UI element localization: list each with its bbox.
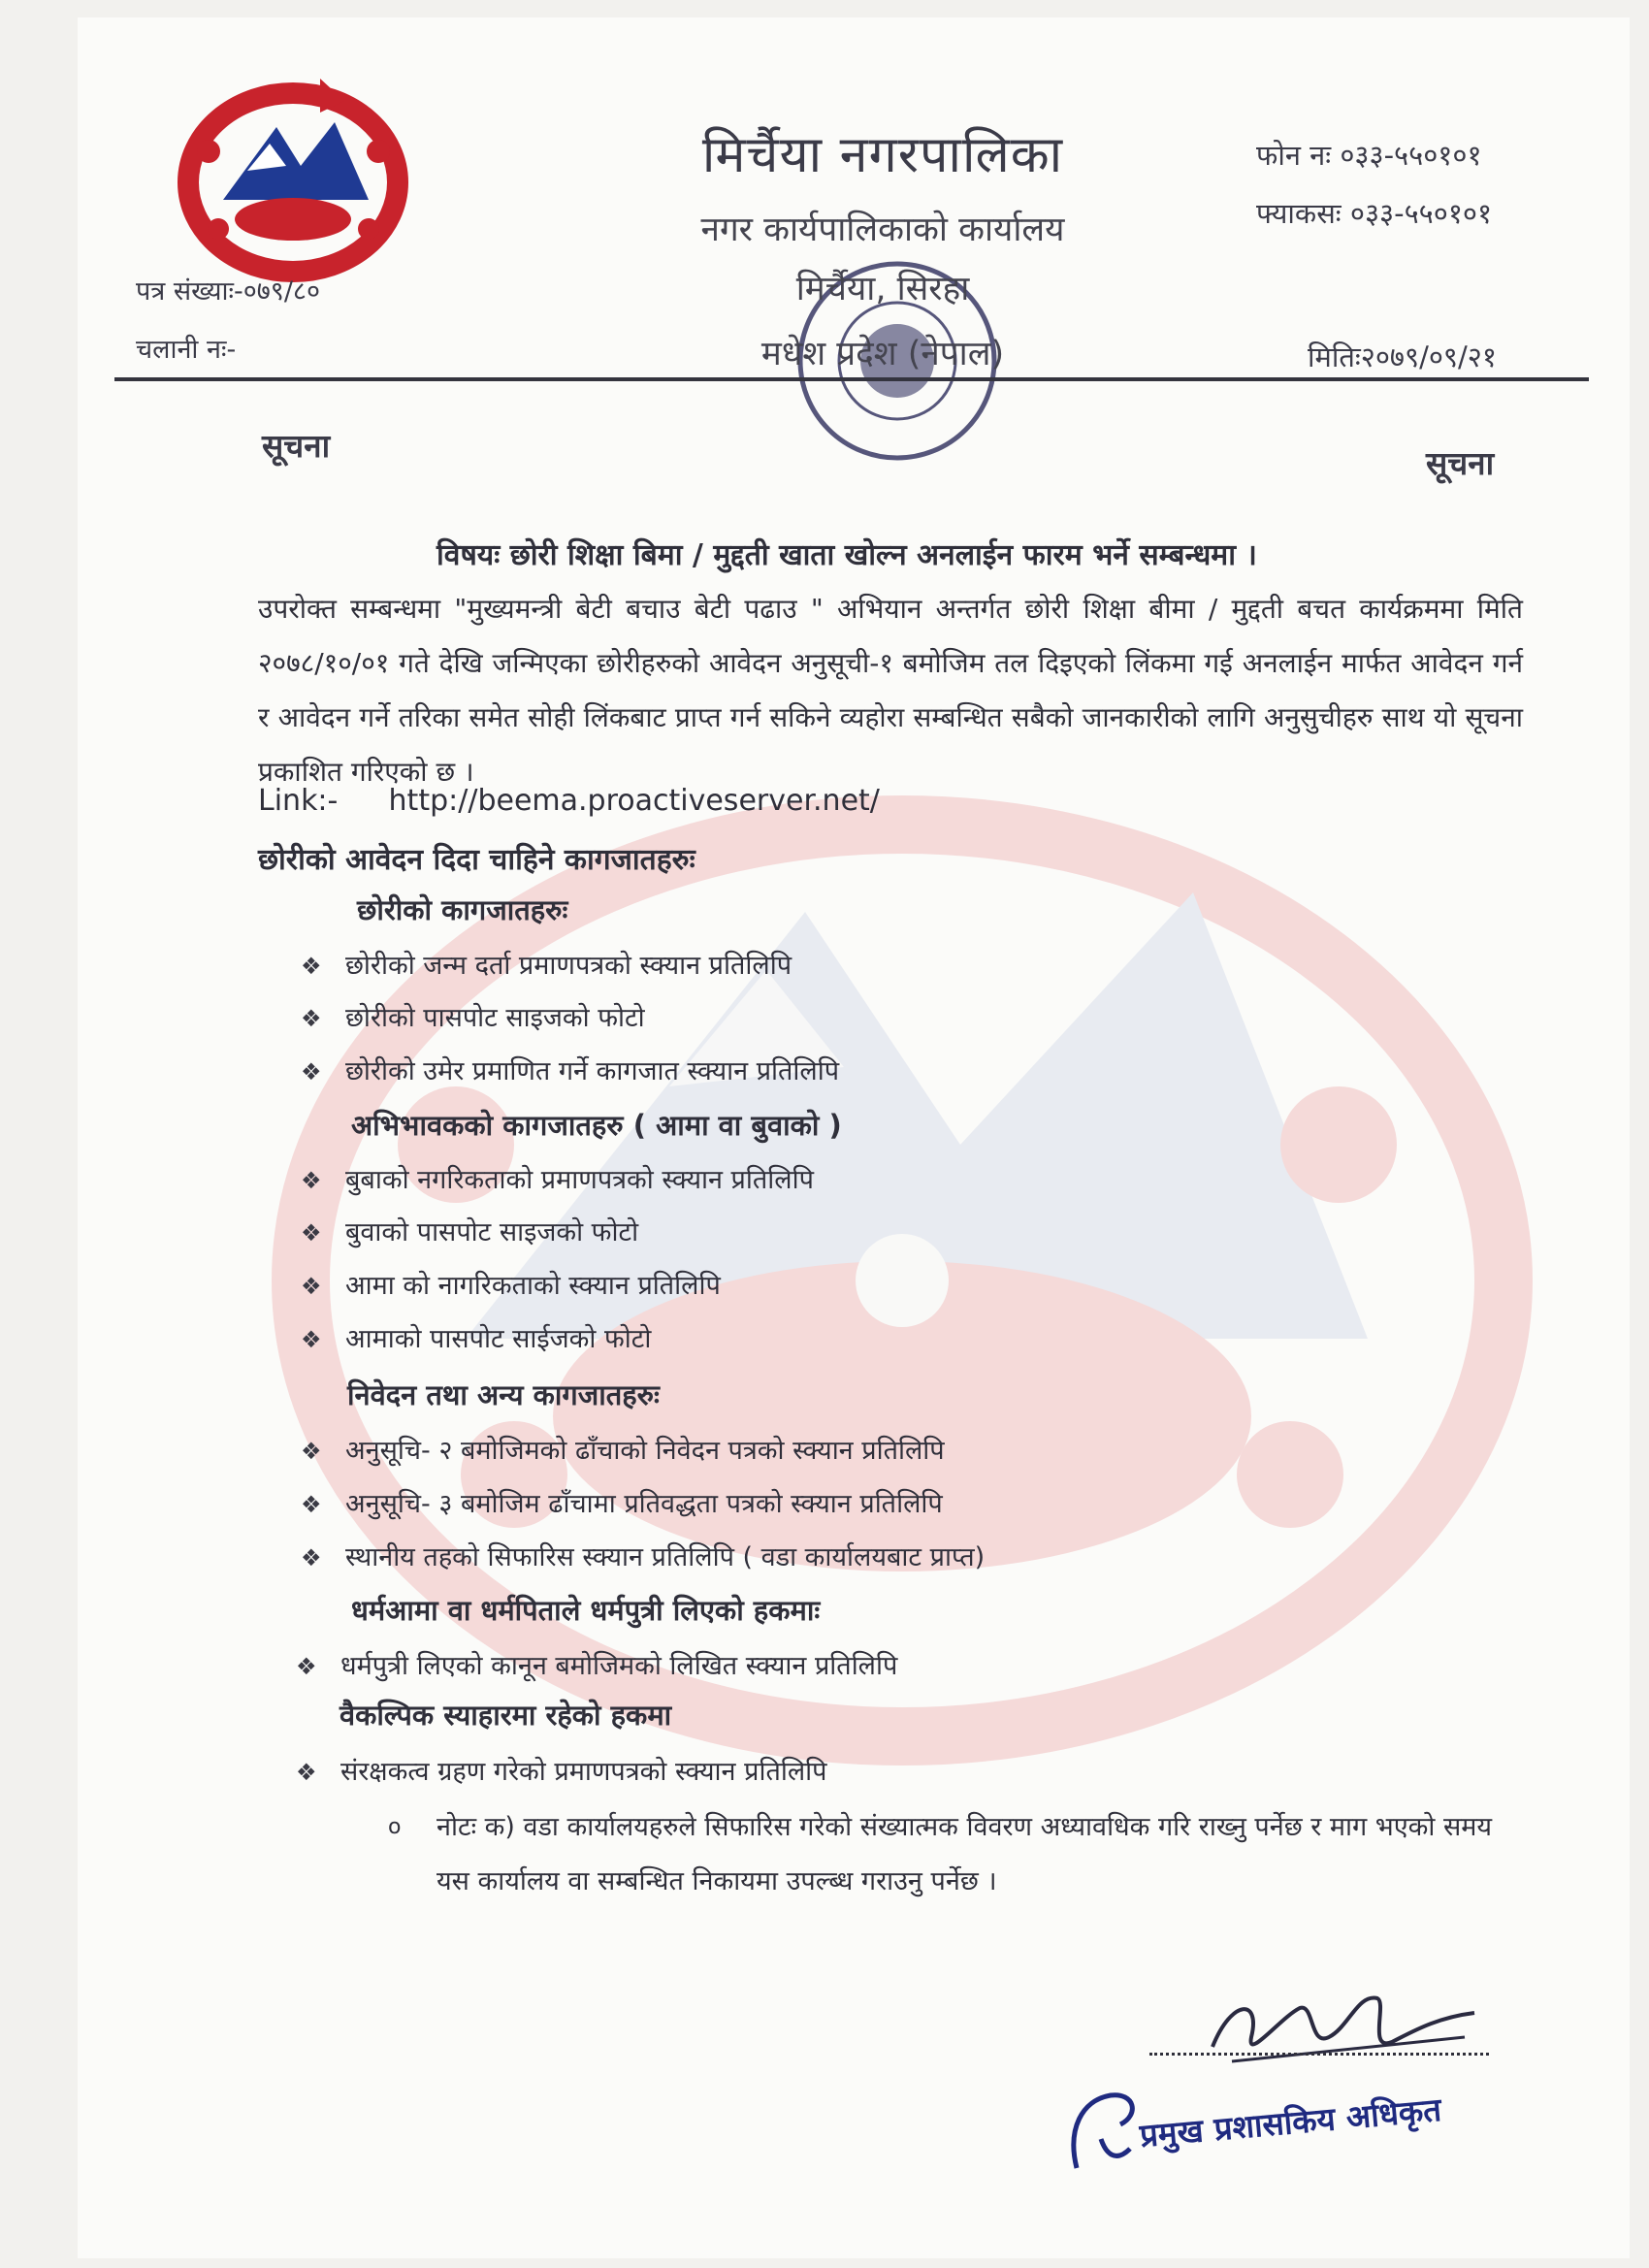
bullet-icon: ❖ [301,953,322,980]
list-item: ❖ बुबाको नगरिकताको प्रमाणपत्रको स्क्यान प्रतिलिपि [301,1165,814,1195]
fax-number: फ्याकसः ०३३-५५०१०१ [1256,197,1493,230]
notice-label-left: सूचना [262,427,331,465]
bullet-icon: ❖ [301,1005,322,1032]
daughter-documents-heading: छोरीको कागजातहरुः [357,893,568,926]
office-province: मधेश प्रदेश (नेपाल) [760,335,1005,373]
signature-line [1149,2049,1489,2056]
application-documents-heading: निवेदन तथा अन्य कागजातहरुः [347,1378,660,1411]
phone-number: फोन नः ०३३-५५०१०१ [1256,139,1482,172]
bullet-icon: ❖ [296,1759,317,1786]
adoption-documents-heading: धर्मआमा वा धर्मपिताले धर्मपुत्री लिएको हकमाः [351,1594,821,1627]
list-item: ❖ अनुसूचि- ३ बमोजिम ढाँचामा प्रतिवद्धता पत्रको स्क्यान प्रतिलिपि [301,1489,943,1519]
bullet-icon: ❖ [301,1544,322,1571]
link-row [258,784,880,818]
list-item: ❖ छोरीको जन्म दर्ता प्रमाणपत्रको स्क्यान प्रतिलिपि [301,951,792,981]
letter-date: मितिः२०७९/०९/२१ [1308,340,1497,373]
notice-label-right: सूचना [1426,444,1495,482]
alternative-care-heading: वैकल्पिक स्याहारमा रहेको हकमा [340,1699,672,1732]
link-label: Link:- [258,784,339,818]
list-item: ❖ बुवाको पासपोट साइजको फोटो [301,1217,639,1247]
header-divider [114,377,1589,381]
government-emblem [175,74,412,282]
bullet-icon: ❖ [301,1438,322,1465]
notice-subject: विषयः छोरी शिक्षा बिमा / मुद्दती खाता खोल्न अनलाईन फारम भर्ने सम्बन्धमा । [436,538,1257,572]
note-marker: o [388,1815,402,1839]
municipality-name: मिर्चैया नगरपालिका [701,126,1064,184]
list-item: ❖ आमा को नागरिकताको स्क्यान प्रतिलिपि [301,1271,721,1301]
list-item: ❖ स्थानीय तहको सिफारिस स्क्यान प्रतिलिपि ( वडा कार्यालयबाट प्राप्त) [301,1542,986,1572]
list-item: ❖ छोरीको पासपोट साइजको फोटो [301,1003,645,1033]
initial-mark [1062,2081,1149,2178]
list-item: ❖ छोरीको उमेर प्रमाणित गर्ने कागजात स्क्यान प्रतिलिपि [301,1056,840,1086]
bullet-icon: ❖ [301,1219,322,1247]
note-text: नोटः क) वडा कार्यालयहरुले सिफारिस गरेको संख्यात्मक विवरण अध्यावधिक गरि राख्नु पर्नेछ र माग भएको समय यस कार्यालय वा सम्बन्धित निकायमा उपल्ब्ध गराउनु पर्नेछ । [436,1812,1493,1896]
office-locality: मिर्चैया, सिरहा [795,270,970,308]
bullet-icon: ❖ [301,1326,322,1353]
notice-body: उपरोक्त सम्बन्धमा "मुख्यमन्त्री बेटी बचाउ बेटी पढाउ " अभियान अन्तर्गत छोरी शिक्षा बीमा / मुद्दती बचत कार्यक्रममा मिति २०७८/१०/०१ गते देखि जन्मिएका छोरीहरुको आवेदन अनुसूची-१ बमोजिम तल दिइएको लिंकमा गई अनलाईन मार्फत आवेदन गर्न र आवेदन गर्ने तरिका समेत सोही लिंकबाट प्राप्त गर्न सकिने व्यहोरा सम्बन्धित सबैको जानकारीको लागि अनुसुचीहरु साथ यो सूचना प्रकाशित गरिएको छ । [258,593,1523,788]
registration-link[interactable]: http://beema.proactiveserver.net/ [388,784,880,818]
note [388,1800,1533,1909]
bullet-icon: ❖ [301,1491,322,1518]
list-item: ❖ धर्मपुत्री लिएको कानून बमोजिमको लिखित स्क्यान प्रतिलिपि [296,1651,898,1681]
dispatch-number: चलानी नः- [136,335,237,365]
required-documents-heading: छोरीको आवेदन दिदा चाहिने कागजातहरुः [258,843,695,877]
list-item: ❖ संरक्षकत्व ग्रहण गरेको प्रमाणपत्रको स्क्यान प्रतिलिपि [296,1757,827,1787]
list-item: ❖ अनुसूचि- २ बमोजिमको ढाँचाको निवेदन पत्रको स्क्यान प्रतिलिपि [301,1436,945,1466]
bullet-icon: ❖ [301,1167,322,1194]
bullet-icon: ❖ [301,1273,322,1300]
bullet-icon: ❖ [296,1653,317,1680]
guardian-documents-heading: अभिभावकको कागजातहरु ( आमा वा बुवाको ) [351,1109,842,1142]
signatory-designation: प्रमुख प्रशासकिय अधिकृत [1138,2090,1443,2155]
letter-number: पत्र संख्याः-०७९/८० [136,276,321,307]
office-name: नगर कार्यपालिकाको कार्यालय [700,211,1065,249]
list-item: ❖ आमाको पासपोट साईजको फोटो [301,1324,652,1354]
bullet-icon: ❖ [301,1058,322,1085]
handwritten-signature [1193,1979,1484,2086]
